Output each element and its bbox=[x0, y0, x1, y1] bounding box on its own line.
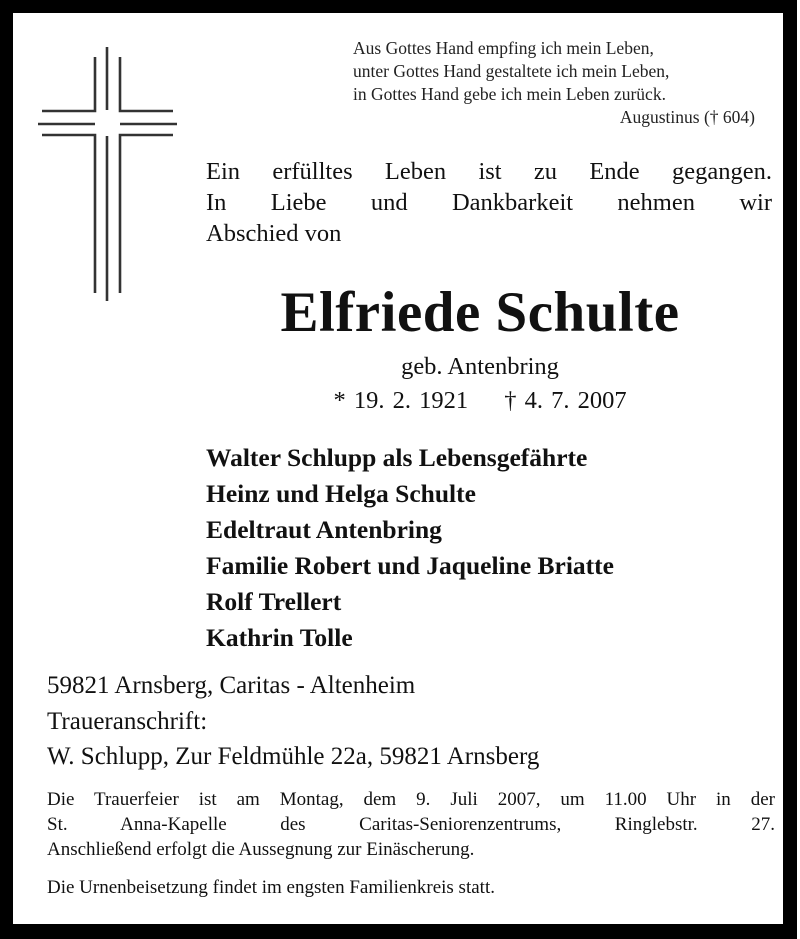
quote-line: unter Gottes Hand gestaltete ich mein Leben, bbox=[353, 61, 670, 81]
quote bbox=[353, 37, 775, 129]
quote-author: Augustinus († 604) bbox=[619, 107, 755, 127]
service-line: Die Trauerfeier ist am Montag, dem 9. Juli 2007, um 11.00 Uhr in der bbox=[47, 789, 775, 810]
mourner: Kathrin Tolle bbox=[206, 623, 353, 652]
birth-date: * 19. 2. 1921 bbox=[333, 387, 469, 414]
intro-text bbox=[206, 156, 772, 249]
service-line: St. Anna-Kapelle des Caritas-Seniorenzentrums, Ringlebstr. 27. bbox=[47, 814, 775, 835]
birth-name: geb. Antenbring bbox=[401, 353, 559, 380]
intro-line: In Liebe und Dankbarkeit nehmen wir bbox=[206, 189, 772, 216]
urn-burial-info: Die Urnenbeisetzung findet im engsten Familienkreis statt. bbox=[47, 877, 495, 898]
intro-line: Ein erfülltes Leben ist zu Ende gegangen. bbox=[206, 158, 772, 185]
cross-icon bbox=[0, 0, 200, 320]
death-date: † 4. 7. 2007 bbox=[504, 387, 627, 414]
life-dates bbox=[190, 386, 770, 416]
intro-line: Abschied von bbox=[206, 220, 342, 247]
mourner: Edeltraut Antenbring bbox=[206, 515, 442, 544]
mourners-list bbox=[206, 440, 614, 656]
quote-line: Aus Gottes Hand empfing ich mein Leben, bbox=[353, 38, 654, 58]
service-line: Anschließend erfolgt die Aussegnung zur Einäscherung. bbox=[47, 839, 475, 860]
address-block bbox=[47, 668, 539, 775]
location: 59821 Arnsberg, Caritas - Altenheim bbox=[47, 672, 416, 699]
mourner: Heinz und Helga Schulte bbox=[206, 479, 476, 508]
service-info bbox=[47, 787, 775, 862]
mourning-address-label: Traueranschrift: bbox=[47, 707, 208, 735]
deceased-name: Elfriede Schulte bbox=[280, 281, 680, 344]
mourner: Walter Schlupp als Lebensgefährte bbox=[206, 443, 588, 472]
quote-line: in Gottes Hand gebe ich mein Leben zurück. bbox=[353, 84, 666, 104]
mourner: Rolf Trellert bbox=[206, 587, 342, 616]
mourning-address: W. Schlupp, Zur Feldmühle 22a, 59821 Arnsberg bbox=[47, 743, 540, 770]
mourner: Familie Robert und Jaqueline Briatte bbox=[206, 551, 614, 580]
